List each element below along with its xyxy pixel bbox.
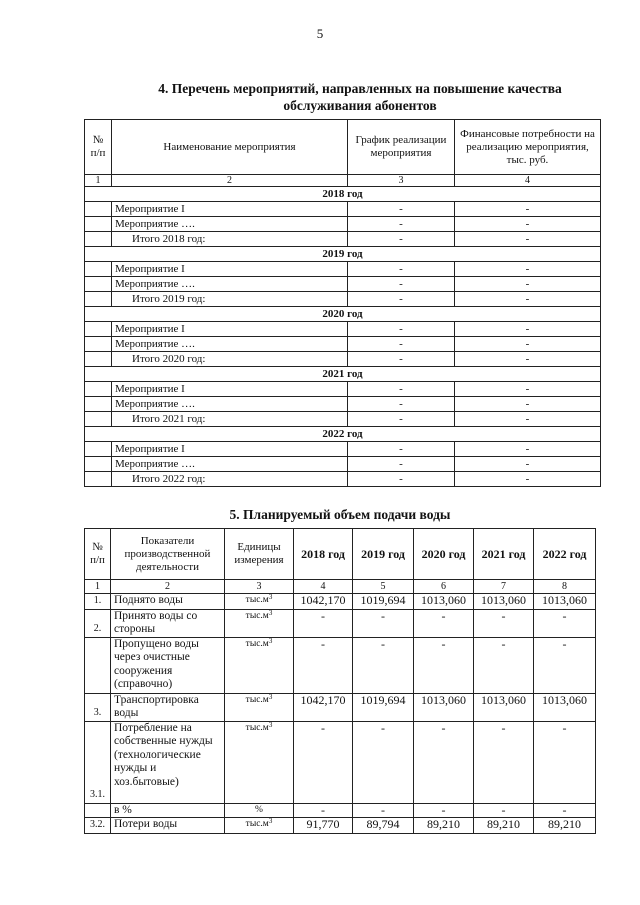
row-number (85, 457, 112, 472)
schedule-value: - (348, 337, 455, 352)
indicator-name: Транспортировка воды (111, 693, 225, 721)
header-num: № п/п (85, 120, 112, 175)
row-number (85, 397, 112, 412)
year-total-row (85, 472, 601, 487)
schedule-value: - (348, 292, 455, 307)
schedule-value: - (348, 217, 455, 232)
measures-table (84, 119, 601, 487)
row-number (85, 202, 112, 217)
year-value: 1013,060 (474, 594, 534, 610)
water-table-header (85, 529, 596, 580)
measure-name: Мероприятие …. (112, 217, 348, 232)
year-value: - (294, 721, 353, 803)
year-value: 1013,060 (534, 693, 596, 721)
year-value: 1042,170 (294, 594, 353, 610)
column-number: 8 (534, 580, 596, 594)
measure-name: Мероприятие I (112, 262, 348, 277)
year-value: - (414, 721, 474, 803)
header-measure-name: Наименование мероприятия (112, 120, 348, 175)
row-number (85, 442, 112, 457)
measure-row (85, 397, 601, 412)
row-number: 2. (85, 609, 111, 637)
measure-name: Мероприятие I (112, 322, 348, 337)
year-row (85, 247, 601, 262)
year-value: 1042,170 (294, 693, 353, 721)
unit-value (225, 594, 294, 610)
measure-name: Мероприятие …. (112, 397, 348, 412)
header-finance: Финансовые потребности на реализацию мероприятия, тыс. руб. (455, 120, 601, 175)
finance-value: - (455, 397, 601, 412)
year-total-label: Итого 2022 год: (112, 472, 348, 487)
column-number: 4 (455, 175, 601, 187)
finance-value: - (455, 292, 601, 307)
year-value: - (534, 721, 596, 803)
header-year-2019: 2019 год (353, 529, 414, 580)
schedule-value: - (348, 232, 455, 247)
row-number (85, 262, 112, 277)
schedule-value: - (348, 442, 455, 457)
finance-value: - (455, 277, 601, 292)
row-number (85, 472, 112, 487)
row-number (85, 382, 112, 397)
indicator-name: Пропущено воды через очистные сооружения (справочно) (111, 637, 225, 693)
measure-name: Мероприятие I (112, 202, 348, 217)
row-number (85, 232, 112, 247)
unit-base: тыс.м (245, 610, 269, 621)
year-value: - (534, 609, 596, 637)
row-number (85, 337, 112, 352)
measure-row (85, 262, 601, 277)
unit-exponent: 3 (268, 609, 273, 617)
column-number: 1 (85, 580, 111, 594)
year-value: 1013,060 (474, 693, 534, 721)
column-number: 2 (111, 580, 225, 594)
year-value: 91,770 (294, 818, 353, 834)
year-value: - (353, 609, 414, 637)
page-number: 5 (316, 26, 324, 41)
year-total-row (85, 412, 601, 427)
schedule-value: - (348, 457, 455, 472)
indicator-row (85, 693, 596, 721)
column-number: 7 (474, 580, 534, 594)
row-number (85, 217, 112, 232)
year-value: 89,794 (353, 818, 414, 834)
unit-value (225, 721, 294, 803)
unit-value: % (225, 803, 294, 818)
year-value: 1013,060 (534, 594, 596, 610)
unit-value (225, 818, 294, 834)
row-number (85, 292, 112, 307)
measure-name: Мероприятие …. (112, 457, 348, 472)
year-total-label: Итого 2021 год: (112, 412, 348, 427)
year-heading: 2018 год (85, 187, 601, 202)
indicator-row (85, 594, 596, 610)
finance-value: - (455, 352, 601, 367)
measure-row (85, 457, 601, 472)
measure-row (85, 442, 601, 457)
unit-exponent: 3 (268, 817, 273, 825)
measure-name: Мероприятие …. (112, 337, 348, 352)
year-value: - (534, 803, 596, 818)
unit-value (225, 637, 294, 693)
measure-name: Мероприятие I (112, 442, 348, 457)
year-row (85, 187, 601, 202)
finance-value: - (455, 472, 601, 487)
header-schedule: График реализации мероприятия (348, 120, 455, 175)
year-value: - (474, 721, 534, 803)
measure-name: Мероприятие I (112, 382, 348, 397)
finance-value: - (455, 457, 601, 472)
schedule-value: - (348, 412, 455, 427)
finance-value: - (455, 262, 601, 277)
header-year-2022: 2022 год (534, 529, 596, 580)
finance-value: - (455, 202, 601, 217)
finance-value: - (455, 337, 601, 352)
indicator-name: Поднято воды (111, 594, 225, 610)
schedule-value: - (348, 277, 455, 292)
unit-exponent: 3 (268, 721, 273, 729)
header-num: № п/п (85, 529, 111, 580)
indicator-row (85, 609, 596, 637)
indicator-row (85, 818, 596, 834)
finance-value: - (455, 232, 601, 247)
year-value: 89,210 (414, 818, 474, 834)
year-total-label: Итого 2020 год: (112, 352, 348, 367)
year-value: - (353, 637, 414, 693)
row-number (85, 322, 112, 337)
unit-value (225, 609, 294, 637)
unit-exponent: 3 (268, 593, 273, 601)
finance-value: - (455, 412, 601, 427)
schedule-value: - (348, 352, 455, 367)
unit-base: тыс.м (245, 694, 269, 705)
measure-row (85, 322, 601, 337)
unit-base: тыс.м (245, 638, 269, 649)
year-value: 1019,694 (353, 594, 414, 610)
year-row (85, 427, 601, 442)
schedule-value: - (348, 397, 455, 412)
unit-exponent: 3 (268, 637, 273, 645)
indicator-row (85, 721, 596, 803)
unit-base: тыс.м (245, 722, 269, 733)
year-value: - (294, 803, 353, 818)
measure-row (85, 217, 601, 232)
row-number: 3.2. (85, 818, 111, 834)
year-value: 89,210 (474, 818, 534, 834)
finance-value: - (455, 382, 601, 397)
row-number (85, 803, 111, 818)
year-value: - (294, 609, 353, 637)
measure-row (85, 337, 601, 352)
unit-value (225, 693, 294, 721)
indicator-row (85, 637, 596, 693)
year-total-label: Итого 2018 год: (112, 232, 348, 247)
section-4-title-line-1: 4. Перечень мероприятий, направленных на повышение качества (158, 81, 562, 96)
column-number: 6 (414, 580, 474, 594)
indicator-name: в % (111, 803, 225, 818)
finance-value: - (455, 217, 601, 232)
unit-base: тыс.м (245, 595, 269, 605)
column-number: 2 (112, 175, 348, 187)
section-4-title (120, 80, 600, 114)
column-number: 3 (348, 175, 455, 187)
indicator-name: Принято воды со стороны (111, 609, 225, 637)
indicator-name: Потери воды (111, 818, 225, 834)
row-number (85, 412, 112, 427)
year-total-row (85, 292, 601, 307)
column-number: 4 (294, 580, 353, 594)
year-value: 89,210 (534, 818, 596, 834)
finance-value: - (455, 322, 601, 337)
header-year-2021: 2021 год (474, 529, 534, 580)
year-heading: 2019 год (85, 247, 601, 262)
year-value: - (353, 803, 414, 818)
measure-row (85, 202, 601, 217)
row-number: 1. (85, 594, 111, 610)
water-column-numbers (85, 580, 596, 594)
schedule-value: - (348, 322, 455, 337)
header-unit: Единицы измерения (225, 529, 294, 580)
year-value: 1013,060 (414, 693, 474, 721)
column-number: 1 (85, 175, 112, 187)
year-value: - (353, 721, 414, 803)
year-value: - (474, 803, 534, 818)
header-year-2018: 2018 год (294, 529, 353, 580)
year-value: - (294, 637, 353, 693)
year-value: - (414, 637, 474, 693)
year-value: - (414, 803, 474, 818)
section-4-title-line-2: обслуживания абонентов (283, 98, 437, 113)
year-value: - (534, 637, 596, 693)
schedule-value: - (348, 202, 455, 217)
unit-exponent: 3 (268, 693, 273, 701)
measures-table-header (85, 120, 601, 175)
schedule-value: - (348, 382, 455, 397)
indicator-row (85, 803, 596, 818)
measure-row (85, 277, 601, 292)
year-value: - (414, 609, 474, 637)
row-number (85, 277, 112, 292)
column-number: 3 (225, 580, 294, 594)
year-heading: 2022 год (85, 427, 601, 442)
year-value: - (474, 637, 534, 693)
water-supply-table (84, 528, 596, 834)
schedule-value: - (348, 262, 455, 277)
header-indicator: Показатели производственной деятельности (111, 529, 225, 580)
finance-value: - (455, 442, 601, 457)
unit-base: тыс.м (245, 819, 269, 829)
year-row (85, 367, 601, 382)
measure-name: Мероприятие …. (112, 277, 348, 292)
section-5-title: 5. Планируемый объем подачи воды (229, 507, 451, 522)
year-value: - (474, 609, 534, 637)
row-number: 3. (85, 693, 111, 721)
year-value: 1019,694 (353, 693, 414, 721)
row-number: 3.1. (85, 721, 111, 803)
header-year-2020: 2020 год (414, 529, 474, 580)
year-total-row (85, 232, 601, 247)
row-number (85, 352, 112, 367)
measure-row (85, 382, 601, 397)
schedule-value: - (348, 472, 455, 487)
year-value: 1013,060 (414, 594, 474, 610)
year-heading: 2020 год (85, 307, 601, 322)
measures-column-numbers (85, 175, 601, 187)
year-heading: 2021 год (85, 367, 601, 382)
indicator-name: Потребление на собственные нужды (технологические нужды и хоз.бытовые) (111, 721, 225, 803)
column-number: 5 (353, 580, 414, 594)
year-row (85, 307, 601, 322)
year-total-label: Итого 2019 год: (112, 292, 348, 307)
year-total-row (85, 352, 601, 367)
row-number (85, 637, 111, 693)
